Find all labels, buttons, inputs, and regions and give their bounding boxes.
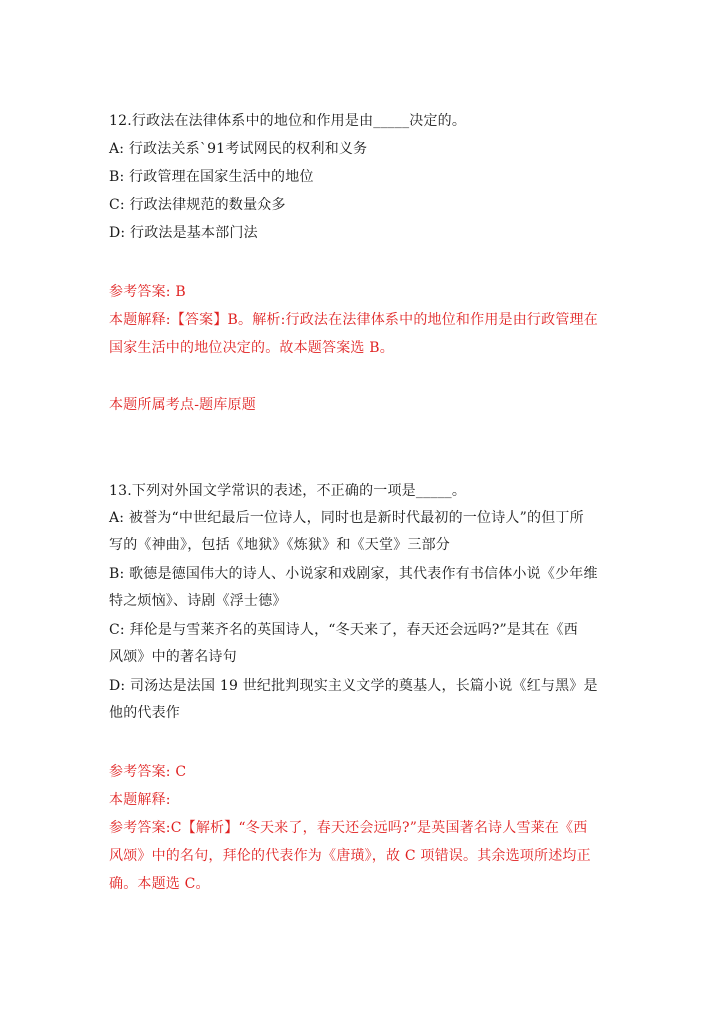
question-13-explanation-line-3: 确。本题选 C。	[109, 876, 210, 892]
question-13-explanation-line-2: 风颂》中的名句，拜伦的代表作为《唐璜》，故 C 项错误。其余选项所述均正	[109, 848, 591, 864]
question-12-text: 12.行政法在法律体系中的地位和作用是由_____决定的。	[109, 113, 467, 129]
question-13-answer: 参考答案: C	[109, 764, 187, 780]
question-12-explanation-line-2: 国家生活中的地位决定的。故本题答案选 B。	[109, 340, 394, 356]
question-13-option-b-line-1: B: 歌德是德国伟大的诗人、小说家和戏剧家，其代表作有书信体小说《少年维	[109, 566, 598, 582]
question-13-option-a-line-2: 写的《神曲》，包括《地狱》《炼狱》和《天堂》三部分	[109, 537, 450, 553]
question-13-option-c-line-1: C: 拜伦是与雪莱齐名的英国诗人，“冬天来了，春天还会远吗?”是其在《西	[109, 622, 578, 638]
question-13-option-d-line-1: D: 司汤达是法国 19 世纪批判现实主义文学的奠基人，长篇小说《红与黑》是	[109, 678, 598, 694]
question-12-topic: 本题所属考点-题库原题	[109, 397, 256, 413]
question-13-option-d-line-2: 他的代表作	[109, 705, 180, 721]
question-12-option-d: D: 行政法是基本部门法	[109, 225, 258, 241]
question-13-option-c-line-2: 风颂》中的著名诗句	[109, 649, 237, 665]
question-12-option-a: A: 行政法关系`91考试网民的权利和义务	[109, 141, 368, 157]
question-12-option-c: C: 行政法律规范的数量众多	[109, 197, 286, 213]
question-12-option-b: B: 行政管理在国家生活中的地位	[109, 169, 314, 185]
question-13-option-b-line-2: 特之烦恼》、诗剧《浮士德》	[109, 593, 287, 609]
question-13-option-a-line-1: A: 被誉为“中世纪最后一位诗人，同时也是新时代最初的一位诗人”的但丁所	[109, 510, 584, 526]
question-12-explanation-line-1: 本题解释:【答案】B。解析:行政法在法律体系中的地位和作用是由行政管理在	[109, 312, 598, 328]
question-13-text: 13.下列对外国文学常识的表述，不正确的一项是_____。	[109, 483, 467, 499]
question-12-answer: 参考答案: B	[109, 284, 186, 300]
question-13-explanation-line-1: 参考答案:C【解析】“冬天来了，春天还会远吗?”是英国著名诗人雪莱在《西	[109, 820, 588, 836]
question-13-explanation-label: 本题解释:	[109, 792, 171, 808]
